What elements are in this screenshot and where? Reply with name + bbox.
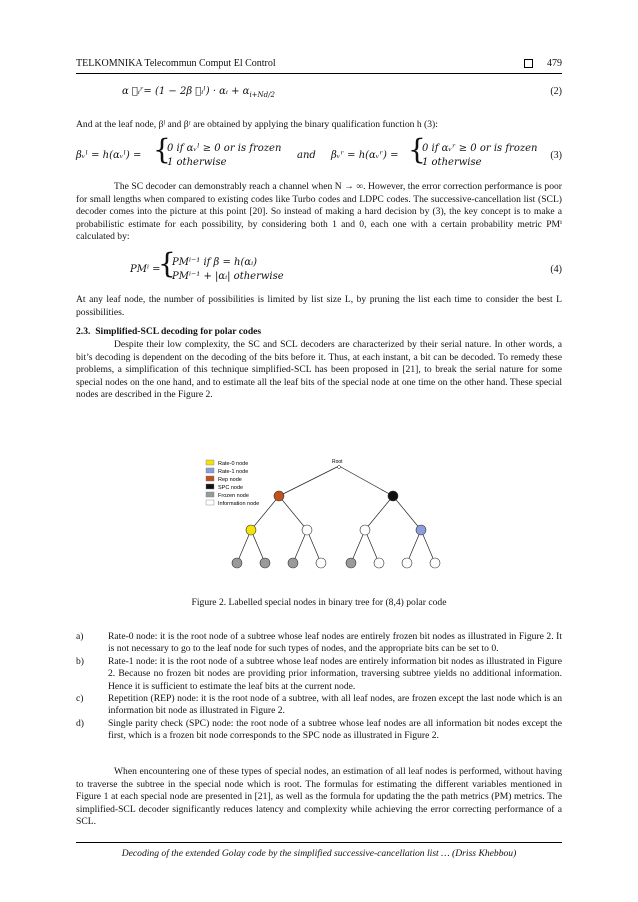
leaf-frozen-node [346,558,356,568]
paragraph-end: When encountering one of these types of special nodes, an estimation of all leaf nodes is performed, without having to traverse the subtree in the special node which is root. The formulas for estimating the different variables mentioned in Figure 1 at each special node are presented in [21], as well as the formula for updating the the path metrics (PM) metrics. The simplified-SCL decoder significantly reduces latency and complexity while achieving the error correcting performance of a SCL. [76,766,562,828]
legend-swatch-rate0 [206,460,214,465]
figure-caption: Figure 2. Labelled special nodes in binary tree for (8,4) polar code [191,597,447,608]
leaf-info-node [402,558,412,568]
list-item: b) Rate-1 node: it is the root node of a subtree whose leaf nodes are entirely information bit nodes as illustrated in Figure 2. Because no frozen bit nodes are providing prior information, traversing subtree yields no additional information. Hence it is sufficient to estimate the leaf bits at the current node. [76,655,562,692]
root-node [338,466,341,469]
checkbox-square-icon [524,59,533,68]
info-node [302,525,312,535]
legend-frozen: Frozen node [218,493,249,499]
list-item: c) Repetition (REP) node: it is the root node of a subtree, with all leaf nodes, are frozen except the last node which is an information bit node as illustrated in Figure 2. [76,693,562,717]
legend-rate1: Rate-1 node [218,469,249,475]
rate1-node [416,525,426,535]
rep-node [274,491,284,501]
list-item: d) Single parity check (SPC) node: the root node of a subtree whose leaf nodes are all information bit nodes except the first, which is a frozen bit node corresponds to the SPC node as illustrated in Figure 2. [76,717,562,742]
section-heading: 2.3. Simplified-SCL decoding for polar codes [76,326,262,337]
legend-spc: SPC node [218,485,244,491]
legend-swatch-rate1 [206,468,214,473]
legend-swatch-info [206,500,214,505]
root-label: Root [332,459,343,465]
page-number: 479 [547,58,562,69]
rate0-node [246,525,256,535]
left-brace: { [153,133,171,166]
running-footer: Decoding of the extended Golay code by the simplified successive-cancellation list … (Driss Khebbou) [121,848,517,859]
running-header [76,58,562,69]
spc-node [388,491,398,501]
figure-2-tree [197,456,445,580]
legend-info: Information node [218,501,260,507]
leaf-info-node [430,558,440,568]
leaf-frozen-node [260,558,270,568]
header-rule [76,73,562,74]
leaf-frozen-node [232,558,242,568]
paragraph-list: At any leaf node, the number of possibilities is limited by list size L, by pruning the list each time to consider the best L possibilities. [76,294,562,318]
legend-rate0: Rate-0 node [218,461,249,467]
paragraph-leaf: And at the leaf node, βˡ and βʳ are obtained by applying the binary qualification function h (3): [76,119,438,130]
right-brace: { [408,133,426,166]
legend-rep: Rep node [218,477,242,483]
special-node-list [76,631,562,743]
paragraph-simplified: Despite their low complexity, the SC and SCL decoders are characterized by their serial nature. In other words, a bit’s decoding is dependent on the decoding of the bits before it. Thus, at each instant, a bit can be decoded. To remedy these problems, a simplification of this technique simplified-SCL has been proposed in [21], to break the serial nature for some special nodes on the one hand, and to estimate all the leaf bits of the special node at one time on the other hand. These special nodes are described in the Figure 2. [76,339,562,401]
journal-name: TELKOMNIKA Telecommun Comput El Control [76,58,276,69]
page: TELKOMNIKA Telecommun Comput El Control 479 α ⃡ᵢʳ= (1 − 2β ⃡ᵢˡ) · αᵢ + $\alpha_{i+Nd/2}$ (2) And at the leaf node, βˡ and βʳ are obtained by applying the binary qualification function h (3): βᵥˡ = h(αᵥˡ) = { 0 if αᵥˡ ≥ 0 or is frozen 1 otherwise and βᵥʳ = h(αᵥʳ) = { 0 if αᵥʳ ≥ 0 or is frozen 1 otherwise (3) The SC decoder can demonstrably reach a channel when N → ∞. However, the error correction performance is poor for small lengths when compared to existing codes like Turbo codes and LDPC codes. The successive-cancellation list (SCL) decoder comes into the picture at this point [20]. So instead of making a hard decision by (3), the key concept is to make a probabilistic estimate for each possibility, by considering both 1 and 0, each one with a certain probability metric PMⁱ calculated by: PMⁱ = { PMⁱ⁻¹ if β = h(αᵢ) PMⁱ⁻¹ + |αᵢ| otherwise (4) At any leaf node, the number of possibilities is limited by list size L, by pruning the list each time to consider the best L possibilities. 2.3. Simplified-SCL decoding for polar codes Despite their low complexity, the SC and SCL decoders are characterized by their serial nature. In other words, a bit’s decoding is dependent on the decoding of the bits before it. Thus, at each instant, a bit can be decoded. To remedy these problems, a simplification of this technique simplified-SCL has been proposed in [21], to break the serial nature for some special nodes on the one hand, and to estimate all the leaf bits of the special node at one time on the other hand. These special nodes are described in the Figure 2. Rate-0 node Rate-1 node Rep node SPC node Frozen node Information node Root Figure 2. Labelled special nodes in binary tree for (8,4) polar code a) Rate-0 node: it is the root node of a subtree whose leaf nodes are entirely frozen bit nodes as illustrated in Figure 2. It is not necessary to go to the leaf node for such types of nodes, and the appropriate bits can be set to 0. b) Rate-1 node: it is the root node of a subtree whose leaf nodes are entirely information bit nodes as illustrated in Figure 2. Because no frozen bit nodes are providing prior information, traversing subtree yields no additional information. Hence it is sufficient to estimate the leaf bits at the current node. c) Repetition (REP) node: it is the root node of a subtree, with all leaf nodes, are frozen except the last node which is an information bit node as illustrated in Figure 2. d) Single parity check (SPC) node: the root node of a subtree whose leaf nodes are all information bit nodes except the first, which is a frozen bit node corresponds to the SPC node as illustrated in Figure 2. When encountering one of these types of special nodes, an estimation of all leaf nodes is performed, without having to traverse the subtree in the special node which is root. The formulas for estimating the different variables mentioned in Figure 1 at each special node are presented in [21], as well as the formula for updating the the path metrics (PM) metrics. The simplified-SCL decoder significantly reduces latency and complexity while achieving the error correcting performance of a SCL. Decoding of the extended Golay code by the simplified successive-cancellation list … (Driss Khebbou) [0,0,638,902]
info-node [360,525,370,535]
footer-rule [76,842,562,843]
leaf-frozen-node [288,558,298,568]
equation-2-number: (2) [550,86,562,97]
paragraph-sc: The SC decoder can demonstrably reach a channel when N → ∞. However, the error correction performance is poor for small lengths when compared to existing codes like Turbo codes and LDPC codes. The successive-cancellation list (SCL) decoder comes into the picture at this point [20]. So instead of making a hard decision by (3), the key concept is to make a probabilistic estimate for each possibility, by considering both 1 and 0, each one with a certain probability metric PMⁱ calculated by: [76,181,562,243]
leaf-info-node [316,558,326,568]
legend-swatch-rep [206,476,214,481]
leaf-info-node [374,558,384,568]
legend-swatch-frozen [206,492,214,497]
legend-swatch-spc [206,484,214,489]
eq4-brace: { [158,247,176,280]
equation-2: α ⃡ᵢʳ= (1 − 2β ⃡ᵢˡ) · αᵢ + $\alpha_{i+Nd/2}$ [122,86,275,99]
list-item: a) Rate-0 node: it is the root node of a subtree whose leaf nodes are entirely frozen bit nodes as illustrated in Figure 2. It is not necessary to go to the leaf node for such types of nodes, and the appropriate bits can be set to 0. [76,631,562,655]
